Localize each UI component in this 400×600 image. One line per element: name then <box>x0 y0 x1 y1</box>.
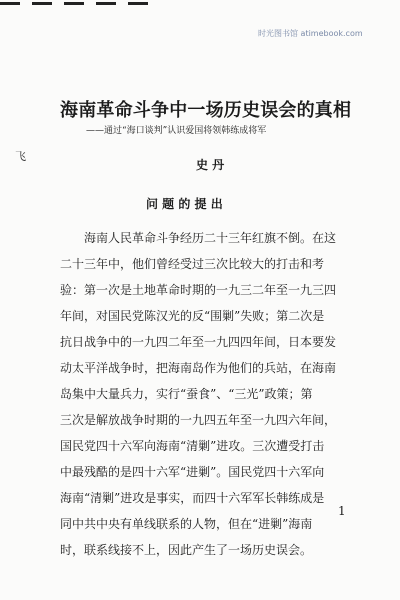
text-line: 动太平洋战争时，把海南岛作为他们的兵站，在海南 <box>60 361 337 375</box>
body-paragraph <box>60 225 360 563</box>
section-heading: 问 题 的 提 出 <box>146 197 223 211</box>
edge-mark <box>0 2 20 5</box>
article-title: 海南革命斗争中一场历史误会的真相 <box>60 100 352 121</box>
text-line: 同中共中央有单线联系的人物，但在“进剿”海南 <box>60 517 313 531</box>
text-line: 年间，对国民党陈汉光的反“围剿”失败；第二次是 <box>60 309 325 323</box>
edge-mark <box>32 2 52 5</box>
watermark: 时光图书馆 atimebook.com <box>258 29 363 38</box>
margin-handwritten-mark: 飞 <box>15 150 26 163</box>
text-line: 岛集中大量兵力，实行“蚕食”、“三光”政策；第 <box>60 387 313 401</box>
text-line: 抗日战争中的一九四二年至一九四四年间，日本要发 <box>60 335 337 349</box>
text-line: 三次是解放战争时期的一九四五年至一九四六年间， <box>60 413 337 427</box>
edge-mark <box>128 2 148 5</box>
text-line: 海南人民革命斗争经历二十三年红旗不倒。在这 <box>84 231 337 245</box>
edge-mark <box>96 2 116 5</box>
text-line: 海南“清剿”进攻是事实，而四十六军军长韩练成是 <box>60 491 325 505</box>
article-subtitle: ——通过“海口谈判”认识爱国将领韩练成将军 <box>86 126 267 136</box>
text-line: 时，联系线接不上，因此产生了一场历史误会。 <box>60 543 313 557</box>
text-line: 验：第一次是土地革命时期的一九三二年至一九三四 <box>60 283 337 297</box>
text-line: 中最残酷的是四十六军“进剿”。国民党四十六军向 <box>60 465 325 479</box>
text-line: 国民党四十六军向海南“清剿”进攻。三次遭受打击 <box>60 439 325 453</box>
text-line: 二十三年中，他们曾经受过三次比较大的打击和考 <box>60 257 325 271</box>
edge-mark <box>64 2 84 5</box>
top-edge-marks <box>0 2 148 5</box>
author-name: 史 丹 <box>196 158 225 172</box>
page-number: 1 <box>338 504 346 518</box>
